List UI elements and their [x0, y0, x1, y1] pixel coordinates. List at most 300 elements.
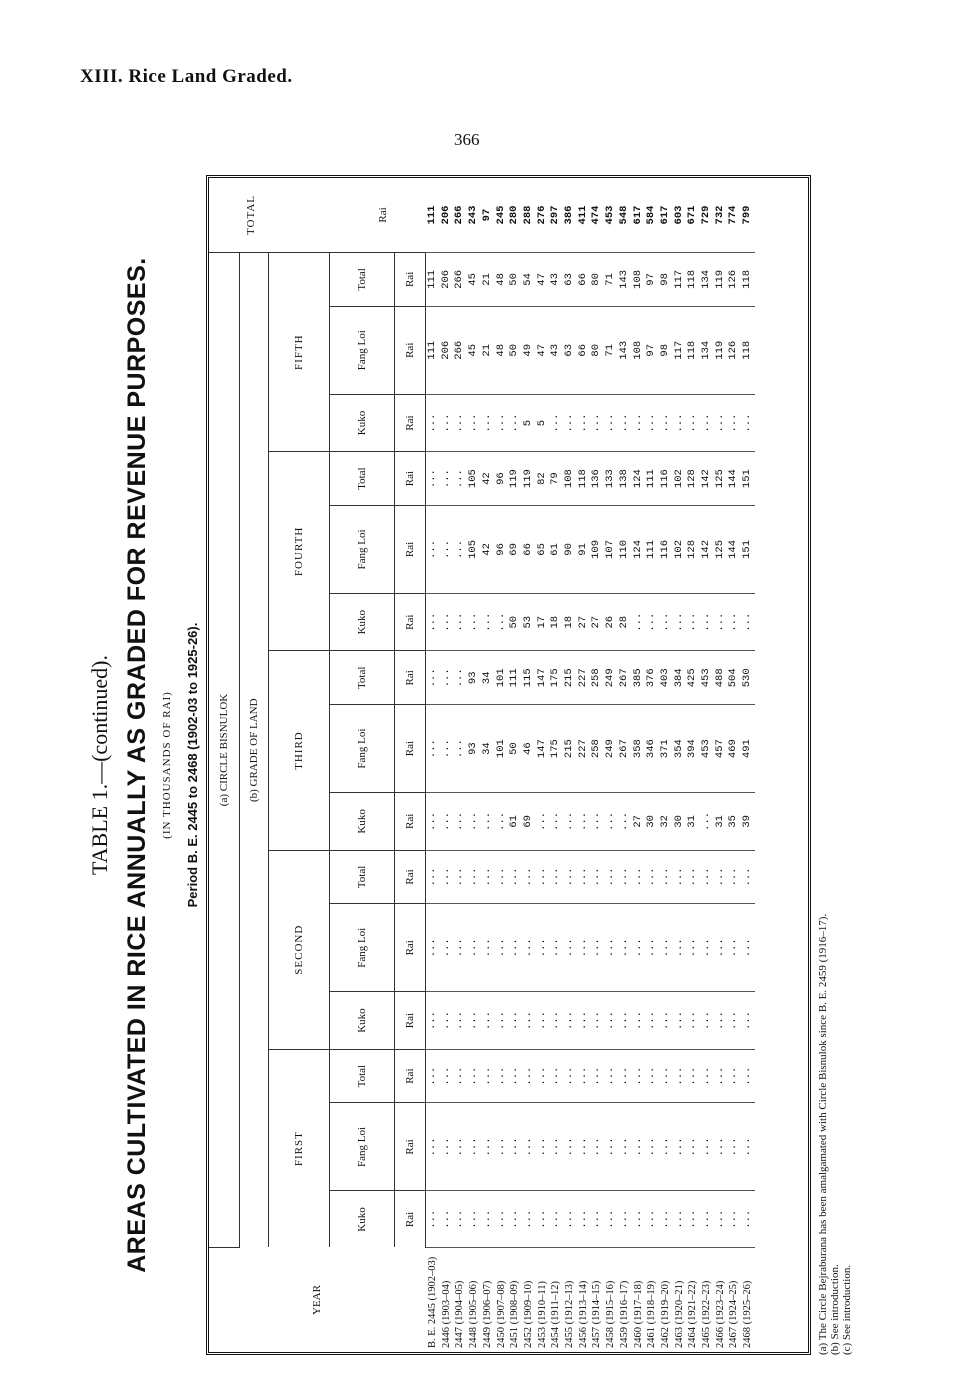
year-cell: 2449 (1906–07): [481, 1280, 493, 1348]
value-cell: ...: [426, 1191, 440, 1248]
value-cell: 66: [577, 306, 591, 394]
value-cell: 46: [522, 705, 536, 793]
value-cell: ...: [590, 850, 604, 904]
value-cell: 151: [741, 452, 755, 506]
value-cell: 469: [727, 705, 741, 793]
value-cell: ...: [426, 505, 440, 593]
value-cell: 98: [659, 306, 673, 394]
value-cell: ...: [659, 1103, 673, 1191]
value-cell: 124: [632, 505, 646, 593]
value-cell: 101: [495, 705, 509, 793]
value-cell: ...: [727, 1049, 741, 1103]
value-cell: ...: [727, 1191, 741, 1248]
value-cell: ...: [522, 904, 536, 992]
total-cell: 386: [563, 178, 577, 253]
data-table-frame: [206, 175, 811, 1355]
value-cell: 266: [453, 306, 467, 394]
value-cell: 34: [481, 651, 495, 705]
value-cell: ...: [673, 1191, 687, 1248]
table-row: [590, 178, 604, 1352]
footnotes: [817, 914, 853, 1355]
year-cell: 2446 (1903–04): [440, 1280, 452, 1348]
value-cell: ...: [453, 992, 467, 1050]
total-cell: 411: [577, 178, 591, 253]
value-cell: ...: [618, 394, 632, 452]
value-cell: 119: [714, 253, 728, 307]
table-row: [522, 178, 536, 1352]
value-cell: ...: [426, 593, 440, 651]
year-cell: 2460 (1917–18): [632, 1280, 644, 1348]
value-cell: 206: [440, 253, 454, 307]
value-cell: 142: [700, 505, 714, 593]
value-cell: 35: [727, 793, 741, 851]
table-row: [632, 178, 646, 1352]
value-cell: ...: [632, 850, 646, 904]
value-cell: 42: [481, 452, 495, 506]
value-cell: 5: [522, 394, 536, 452]
value-cell: 66: [522, 505, 536, 593]
value-cell: ...: [508, 992, 522, 1050]
value-cell: 128: [686, 452, 700, 506]
value-cell: ...: [563, 1191, 577, 1248]
value-cell: 48: [495, 306, 509, 394]
value-cell: 63: [563, 306, 577, 394]
total-cell: 617: [659, 178, 673, 253]
value-cell: ...: [645, 1191, 659, 1248]
value-cell: ...: [453, 593, 467, 651]
value-cell: ...: [618, 850, 632, 904]
value-cell: 111: [426, 306, 440, 394]
value-cell: ...: [440, 1103, 454, 1191]
group-header: FOURTH: [269, 452, 330, 651]
year-cell: 2450 (1907–08): [495, 1280, 507, 1348]
value-cell: ...: [590, 904, 604, 992]
value-cell: ...: [632, 992, 646, 1050]
sub-header-kuko: Kuko: [330, 793, 395, 851]
value-cell: ...: [467, 904, 481, 992]
year-cell: 2464 (1921–22): [687, 1280, 699, 1348]
value-cell: 267: [618, 705, 632, 793]
value-cell: ...: [563, 1049, 577, 1103]
value-cell: ...: [563, 1103, 577, 1191]
table-row: [536, 178, 550, 1352]
value-cell: 79: [549, 452, 563, 506]
unit-label: Rai: [395, 793, 426, 851]
value-cell: 17: [536, 593, 550, 651]
year-cell: 2463 (1920–21): [673, 1280, 685, 1348]
value-cell: ...: [700, 394, 714, 452]
total-cell: 111: [426, 178, 440, 253]
value-cell: ...: [604, 904, 618, 992]
value-cell: ...: [481, 850, 495, 904]
value-cell: 71: [604, 306, 618, 394]
footnote-b: (b) See introduction.: [829, 1264, 841, 1355]
value-cell: 108: [632, 253, 646, 307]
year-cell: 2454 (1911–12): [550, 1281, 562, 1348]
value-cell: ...: [673, 1103, 687, 1191]
value-cell: ...: [700, 793, 714, 851]
value-cell: 266: [453, 253, 467, 307]
year-cell: 2458 (1915–16): [605, 1280, 617, 1348]
value-cell: ...: [440, 452, 454, 506]
value-cell: ...: [577, 793, 591, 851]
total-cell: 474: [590, 178, 604, 253]
value-cell: 71: [604, 253, 618, 307]
value-cell: 144: [727, 505, 741, 593]
value-cell: 18: [563, 593, 577, 651]
value-cell: 133: [604, 452, 618, 506]
value-cell: ...: [632, 904, 646, 992]
value-cell: 47: [536, 306, 550, 394]
value-cell: ...: [714, 1191, 728, 1248]
page-number: 366: [454, 130, 480, 149]
value-cell: 50: [508, 253, 522, 307]
value-cell: ...: [453, 394, 467, 452]
value-cell: 69: [508, 505, 522, 593]
value-cell: ...: [481, 1103, 495, 1191]
value-cell: 43: [549, 306, 563, 394]
value-cell: 425: [686, 651, 700, 705]
total-cell: 671: [686, 178, 700, 253]
value-cell: 126: [727, 306, 741, 394]
value-cell: 93: [467, 705, 481, 793]
value-cell: ...: [604, 1049, 618, 1103]
value-cell: 27: [632, 793, 646, 851]
value-cell: ...: [686, 1049, 700, 1103]
unit-label: Rai: [395, 1049, 426, 1103]
value-cell: ...: [741, 850, 755, 904]
value-cell: 107: [604, 505, 618, 593]
value-cell: ...: [645, 1103, 659, 1191]
value-cell: ...: [714, 394, 728, 452]
value-cell: 45: [467, 306, 481, 394]
year-cell: 2461 (1918–19): [646, 1280, 658, 1348]
value-cell: ...: [522, 1103, 536, 1191]
value-cell: ...: [645, 904, 659, 992]
value-cell: ...: [673, 904, 687, 992]
value-cell: 69: [522, 793, 536, 851]
value-cell: 147: [536, 705, 550, 793]
value-cell: ...: [714, 850, 728, 904]
value-cell: ...: [577, 394, 591, 452]
value-cell: ...: [659, 1049, 673, 1103]
value-cell: ...: [700, 850, 714, 904]
value-cell: ...: [481, 593, 495, 651]
value-cell: ...: [508, 1191, 522, 1248]
value-cell: ...: [467, 992, 481, 1050]
year-cell: 2455 (1912–13): [564, 1280, 576, 1348]
value-cell: ...: [673, 394, 687, 452]
year-cell: 2451 (1908–09): [509, 1280, 521, 1348]
value-cell: ...: [590, 992, 604, 1050]
total-cell: 243: [467, 178, 481, 253]
value-cell: ...: [700, 1049, 714, 1103]
value-cell: ...: [426, 1103, 440, 1191]
table-row: [618, 178, 632, 1352]
value-cell: ...: [727, 1103, 741, 1191]
year-cell: 2467 (1924–25): [728, 1280, 740, 1348]
sub-header-kuko: Kuko: [330, 1191, 395, 1248]
page-header: XIII. Rice Land Graded.: [80, 66, 293, 87]
value-cell: 215: [563, 705, 577, 793]
total-cell: 245: [495, 178, 509, 253]
value-cell: 49: [522, 306, 536, 394]
value-cell: ...: [508, 904, 522, 992]
value-cell: ...: [549, 1191, 563, 1248]
value-cell: ...: [645, 850, 659, 904]
value-cell: 488: [714, 651, 728, 705]
value-cell: ...: [508, 850, 522, 904]
value-cell: ...: [632, 1191, 646, 1248]
value-cell: 144: [727, 452, 741, 506]
value-cell: 61: [549, 505, 563, 593]
value-cell: 18: [549, 593, 563, 651]
value-cell: ...: [714, 904, 728, 992]
year-cell: 2466 (1923–24): [714, 1280, 726, 1348]
table-units: (IN THOUSANDS OF RAI): [161, 691, 173, 839]
group-header: FIFTH: [269, 253, 330, 452]
value-cell: ...: [645, 992, 659, 1050]
value-cell: ...: [632, 1049, 646, 1103]
value-cell: ...: [467, 1049, 481, 1103]
value-cell: ...: [440, 793, 454, 851]
value-cell: ...: [590, 1103, 604, 1191]
value-cell: 26: [604, 593, 618, 651]
value-cell: ...: [426, 850, 440, 904]
total-cell: 266: [453, 178, 467, 253]
value-cell: ...: [604, 1191, 618, 1248]
value-cell: ...: [590, 1049, 604, 1103]
value-cell: ...: [549, 850, 563, 904]
table-subtitle: AREAS CULTIVATED IN RICE ANNUALLY AS GRADED FOR REVENUE PURPOSES.: [123, 257, 151, 1273]
value-cell: 109: [590, 505, 604, 593]
value-cell: ...: [714, 992, 728, 1050]
value-cell: 42: [481, 505, 495, 593]
unit-label: Rai: [395, 992, 426, 1050]
value-cell: ...: [714, 1049, 728, 1103]
value-cell: ...: [440, 505, 454, 593]
value-cell: ...: [536, 1191, 550, 1248]
value-cell: 45: [467, 253, 481, 307]
value-cell: 394: [686, 705, 700, 793]
value-cell: ...: [714, 593, 728, 651]
table-row: [604, 178, 618, 1352]
value-cell: ...: [440, 992, 454, 1050]
value-cell: 105: [467, 505, 481, 593]
table-row: [727, 178, 741, 1352]
value-cell: ...: [590, 1191, 604, 1248]
value-cell: 115: [522, 651, 536, 705]
value-cell: ...: [686, 850, 700, 904]
value-cell: ...: [453, 1049, 467, 1103]
value-cell: 34: [481, 705, 495, 793]
value-cell: ...: [673, 1049, 687, 1103]
value-cell: ...: [453, 651, 467, 705]
value-cell: ...: [426, 1049, 440, 1103]
sub-header-kuko: Kuko: [330, 394, 395, 452]
total-cell: 774: [727, 178, 741, 253]
value-cell: ...: [714, 1103, 728, 1191]
value-cell: ...: [522, 850, 536, 904]
value-cell: ...: [522, 1049, 536, 1103]
value-cell: ...: [604, 992, 618, 1050]
value-cell: ...: [440, 850, 454, 904]
value-cell: 126: [727, 253, 741, 307]
value-cell: 249: [604, 705, 618, 793]
value-cell: ...: [495, 1103, 509, 1191]
unit-label: Rai: [395, 904, 426, 992]
value-cell: 403: [659, 651, 673, 705]
value-cell: 30: [673, 793, 687, 851]
value-cell: 48: [495, 253, 509, 307]
value-cell: ...: [426, 705, 440, 793]
table-row: [563, 178, 577, 1352]
value-cell: ...: [522, 1191, 536, 1248]
total-cell: 729: [700, 178, 714, 253]
table-row: [686, 178, 700, 1352]
value-cell: 118: [741, 253, 755, 307]
value-cell: 118: [686, 306, 700, 394]
value-cell: 90: [563, 505, 577, 593]
value-cell: ...: [508, 1049, 522, 1103]
value-cell: 43: [549, 253, 563, 307]
total-cell: 584: [645, 178, 659, 253]
value-cell: ...: [741, 904, 755, 992]
value-cell: ...: [700, 1103, 714, 1191]
value-cell: ...: [604, 1103, 618, 1191]
table-row: [440, 178, 454, 1352]
sub-header-fang: Fang Loi: [330, 904, 395, 992]
value-cell: ...: [549, 793, 563, 851]
value-cell: ...: [481, 992, 495, 1050]
value-cell: ...: [645, 1049, 659, 1103]
value-cell: ...: [467, 593, 481, 651]
rotated-table-page: [75, 170, 865, 1360]
unit-label: Rai: [395, 850, 426, 904]
table-period: Period B. E. 2445 to 2468 (1902-03 to 1925-26).: [185, 622, 200, 908]
value-cell: ...: [453, 850, 467, 904]
table-row: [714, 178, 728, 1352]
table-row: [495, 178, 509, 1352]
value-cell: 96: [495, 452, 509, 506]
value-cell: 96: [495, 505, 509, 593]
value-cell: ...: [549, 992, 563, 1050]
value-cell: ...: [727, 593, 741, 651]
value-cell: 358: [632, 705, 646, 793]
value-cell: ...: [618, 992, 632, 1050]
table-row: [549, 178, 563, 1352]
value-cell: ...: [741, 394, 755, 452]
value-cell: 97: [645, 306, 659, 394]
total-cell: 617: [632, 178, 646, 253]
value-cell: 134: [700, 306, 714, 394]
value-cell: ...: [481, 1049, 495, 1103]
value-cell: ...: [495, 394, 509, 452]
value-cell: ...: [577, 850, 591, 904]
value-cell: 119: [508, 452, 522, 506]
total-cell: 280: [508, 178, 522, 253]
value-cell: ...: [577, 1103, 591, 1191]
sub-header-fang: Fang Loi: [330, 1103, 395, 1191]
value-cell: 63: [563, 253, 577, 307]
value-cell: ...: [686, 992, 700, 1050]
value-cell: ...: [536, 992, 550, 1050]
value-cell: ...: [536, 1103, 550, 1191]
sub-header-fang: Fang Loi: [330, 505, 395, 593]
table-row: [508, 178, 522, 1352]
value-cell: ...: [727, 394, 741, 452]
value-cell: 143: [618, 253, 632, 307]
value-cell: ...: [632, 593, 646, 651]
value-cell: 31: [714, 793, 728, 851]
value-cell: ...: [659, 904, 673, 992]
sub-header-total: Total: [330, 1049, 395, 1103]
value-cell: 138: [618, 452, 632, 506]
value-cell: 457: [714, 705, 728, 793]
value-cell: ...: [727, 992, 741, 1050]
value-cell: ...: [481, 904, 495, 992]
value-cell: 32: [659, 793, 673, 851]
table-row: [741, 178, 755, 1352]
value-cell: ...: [440, 705, 454, 793]
sub-header-total: Total: [330, 452, 395, 506]
value-cell: ...: [549, 1103, 563, 1191]
value-cell: ...: [590, 394, 604, 452]
value-cell: ...: [659, 1191, 673, 1248]
unit-label: Rai: [395, 1103, 426, 1191]
year-cell: 2459 (1916–17): [618, 1280, 630, 1348]
value-cell: 227: [577, 651, 591, 705]
value-cell: 128: [686, 505, 700, 593]
value-cell: 50: [508, 593, 522, 651]
value-cell: 102: [673, 505, 687, 593]
value-cell: ...: [467, 850, 481, 904]
value-cell: 116: [659, 452, 673, 506]
value-cell: 125: [714, 452, 728, 506]
value-cell: ...: [440, 904, 454, 992]
value-cell: ...: [686, 394, 700, 452]
group-header: SECOND: [269, 850, 330, 1049]
value-cell: 111: [426, 253, 440, 307]
year-header: YEAR: [311, 1285, 324, 1315]
value-cell: 504: [727, 651, 741, 705]
value-cell: ...: [577, 992, 591, 1050]
total-cell: 276: [536, 178, 550, 253]
value-cell: ...: [659, 992, 673, 1050]
value-cell: 110: [618, 505, 632, 593]
value-cell: ...: [632, 394, 646, 452]
footnote-c: (c) See introduction.: [841, 1264, 853, 1355]
total-cell: 732: [714, 178, 728, 253]
value-cell: 346: [645, 705, 659, 793]
value-cell: ...: [700, 593, 714, 651]
year-cell: 2453 (1910–11): [536, 1281, 548, 1348]
value-cell: 30: [645, 793, 659, 851]
total-cell: 453: [604, 178, 618, 253]
value-cell: 530: [741, 651, 755, 705]
value-cell: ...: [495, 992, 509, 1050]
value-cell: 28: [618, 593, 632, 651]
value-cell: ...: [467, 1191, 481, 1248]
year-cell: 2457 (1914–15): [591, 1280, 603, 1348]
value-cell: ...: [481, 793, 495, 851]
total-cell: 603: [673, 178, 687, 253]
value-cell: 82: [536, 452, 550, 506]
sub-header-fang: Fang Loi: [330, 705, 395, 793]
unit-label: Rai: [395, 394, 426, 452]
value-cell: 102: [673, 452, 687, 506]
value-cell: ...: [563, 793, 577, 851]
